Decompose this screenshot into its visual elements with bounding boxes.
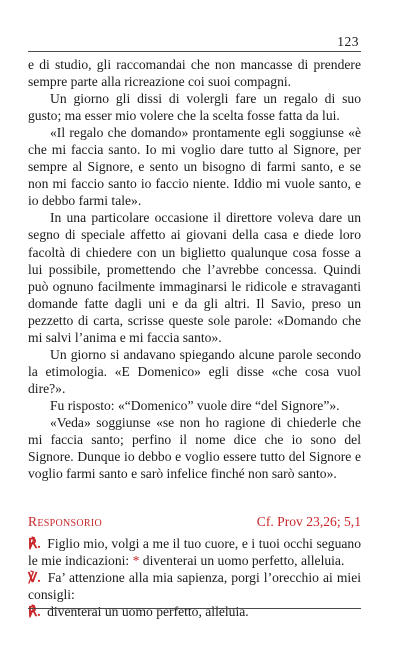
response-text: Figlio mio, volgi a me il tuo cuore, e i tuoi occhi seguano le mie indicazioni: — [28, 536, 361, 569]
response-line — [28, 535, 361, 569]
response-repeat-line — [28, 603, 361, 620]
asterisk-marker: * — [132, 553, 140, 569]
page-number: 123 — [337, 34, 359, 49]
verse-symbol: ℣. — [28, 570, 41, 586]
response-refrain: diventerai un uomo perfetto, alleluia. — [142, 553, 345, 569]
paragraph-continued: e di studio, gli raccomandai che non mancasse di prendere sempre parte alla ricreazione coi suoi compagni. — [28, 57, 361, 90]
bottom-divider — [28, 608, 361, 609]
response-symbol: ℟. — [28, 604, 41, 620]
paragraph: «Veda» soggiunse «se non ho ragione di chiederle che mi faccia santo; perfino il nome dice che io sono del Signore. Dunque io debbo e voglio essere tutto del Signore e voglio farmi santo e sarò infelice finché non sarò santo». — [28, 414, 361, 482]
responsory-title: Responsorio — [28, 514, 103, 529]
paragraph: Un giorno si andavano spiegando alcune parole secondo la etimologia. «E Domenico» egli disse «che cosa vuol dire?». — [28, 346, 361, 396]
paragraph: Un giorno gli dissi di volergli fare un regalo di suo gusto; ma esser mio volere che la scelta fosse fatta da lui. — [28, 91, 361, 124]
response-repeat-text: diventerai un uomo perfetto, alleluia. — [47, 604, 249, 620]
responsory-reference: Cf. Prov 23,26; 5,1 — [256, 514, 361, 529]
response-symbol: ℟. — [28, 536, 41, 551]
body-text — [28, 56, 361, 482]
paragraph: In una particolare occasione il direttore voleva dare un segno di speciale affetto ai giovani della casa e diede loro facoltà di chiedere con un biglietto qualunque cosa fosse a lui possibile, promettendo che l’avrebbe concessa. Quindi può ognuno facilmente immaginarsi le ridicole e stravaganti domande fatte dagli uni e da gli altri. Il Savio, preso un pezzetto di carta, scrisse queste sole parole: «Domando che mi salvi l’anima e mi faccia santo». — [28, 210, 361, 345]
verse-text: Fa’ attenzione alla mia sapienza, porgi l’orecchio ai miei consigli: — [28, 570, 361, 603]
top-divider — [28, 51, 361, 52]
paragraph: Fu risposto: «“Domenico” vuole dire “del Signore”». — [50, 397, 340, 413]
verse-line — [28, 569, 361, 603]
responsory-header — [28, 514, 361, 530]
paragraph: «Il regalo che domando» prontamente egli soggiunse «è che mi faccia santo. Io mi voglio dare tutto al Signore, per sempre al Signore, e sento un bisogno di farmi santo, e se non mi faccio santo io faccio niente. Iddio mi vuole santo, e io debbo farmi tale». — [28, 125, 361, 209]
